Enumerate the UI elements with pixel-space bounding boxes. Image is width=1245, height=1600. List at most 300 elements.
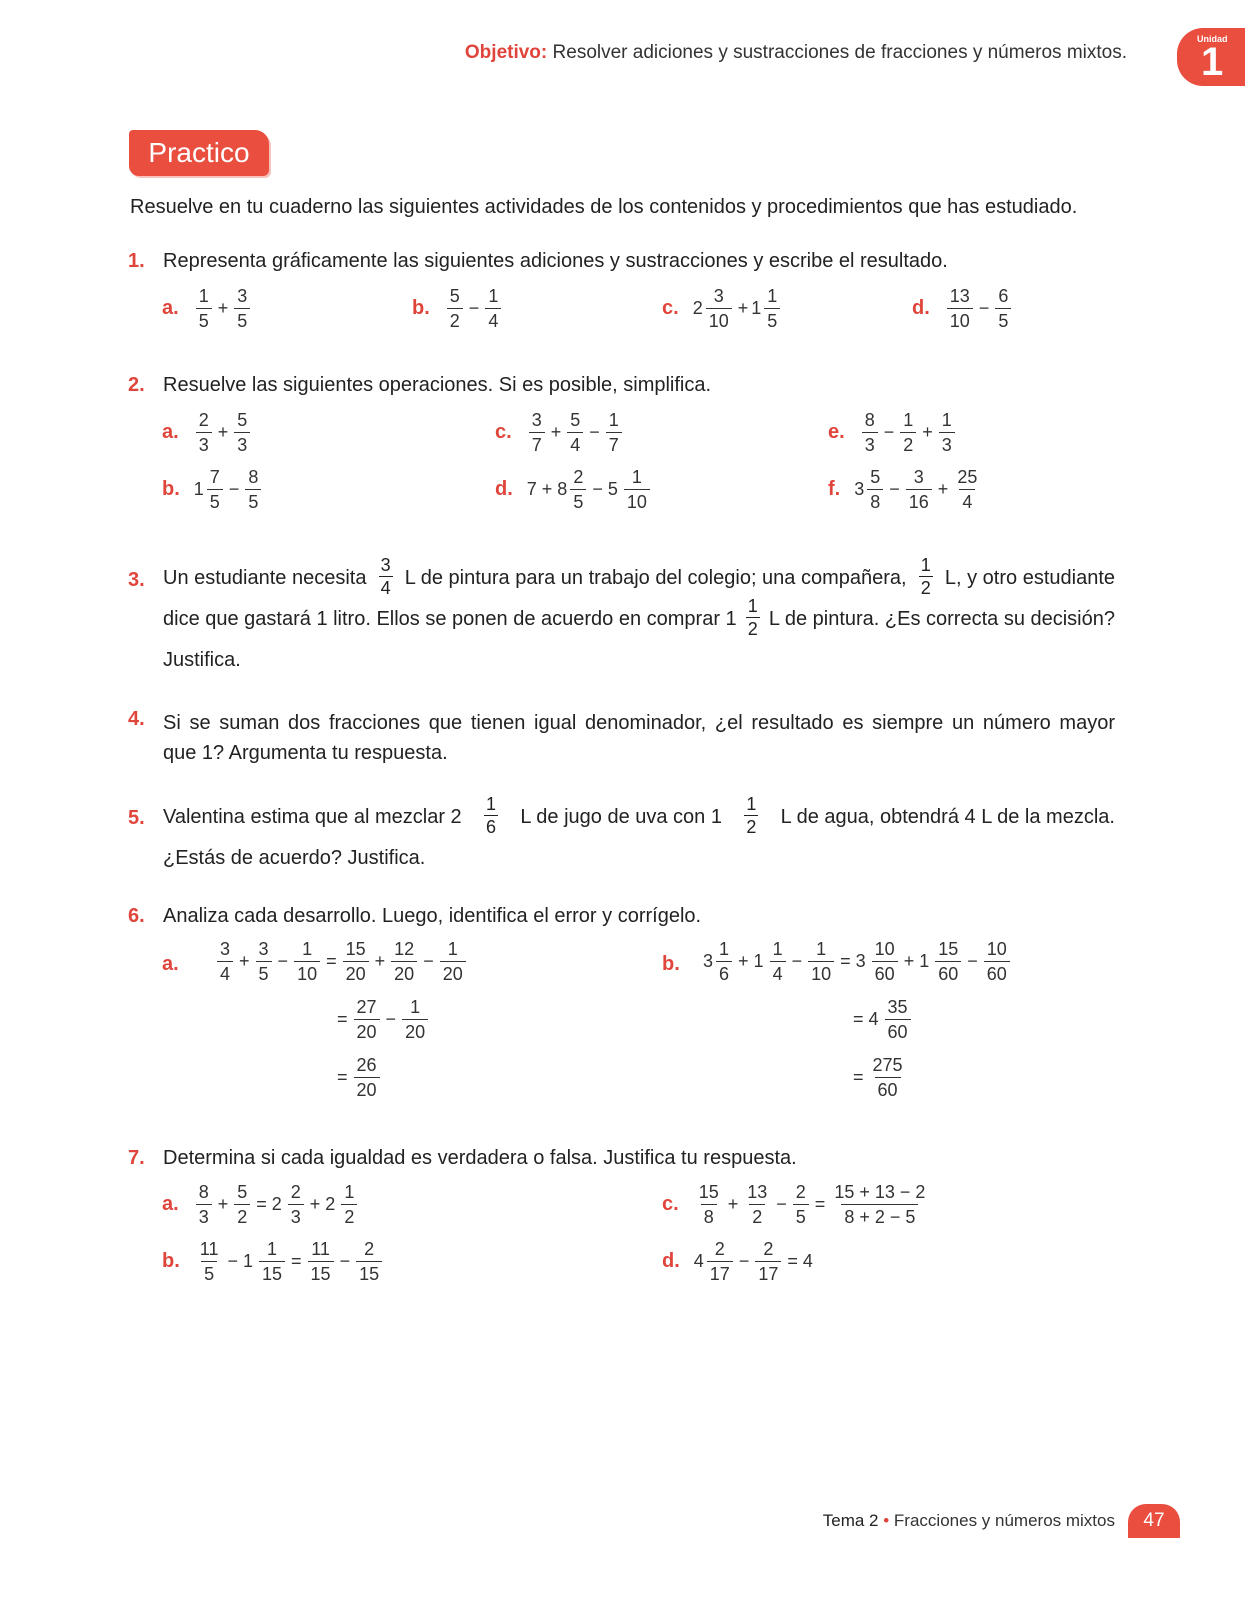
fraction: [624, 468, 650, 511]
fraction: [341, 1183, 357, 1226]
denominator: 2: [746, 817, 757, 837]
footer-subtitle: Fracciones y números mixtos: [893, 1511, 1115, 1530]
denominator: 5: [245, 489, 261, 511]
item-letter: a.: [162, 421, 179, 443]
fraction: [919, 556, 933, 597]
numerator: 1: [486, 794, 497, 814]
operator: +: [550, 422, 562, 442]
numerator: 25: [957, 467, 978, 487]
fraction: [207, 468, 223, 511]
numerator: 2: [763, 1239, 774, 1259]
unit-number: 1: [1201, 40, 1224, 84]
operator: =: [326, 951, 337, 971]
numerator: 8: [864, 410, 875, 430]
denominator: 4: [485, 308, 501, 330]
numerator: 15: [938, 939, 959, 959]
numerator: 1: [267, 1239, 278, 1259]
operator: +: [922, 422, 933, 442]
question-7: [128, 1147, 145, 1170]
fraction: [862, 411, 878, 454]
denominator: 2: [900, 432, 916, 454]
fraction: [716, 940, 732, 983]
numerator: 6: [998, 286, 1009, 306]
text-segment: Justifica.: [163, 649, 241, 671]
operator: =: [814, 1194, 826, 1214]
numerator: 13: [949, 286, 970, 306]
operator: =: [853, 1067, 864, 1087]
numerator: 1: [903, 410, 914, 430]
numerator: 11: [199, 1239, 219, 1259]
operator: +: [937, 479, 949, 499]
question-4: [128, 708, 145, 731]
fraction: [294, 940, 320, 983]
numerator: 1: [608, 410, 619, 430]
operator: −: [967, 951, 978, 971]
operator: −: [738, 1251, 750, 1271]
denominator: 5: [196, 308, 212, 330]
numerator: 2: [795, 1182, 806, 1202]
fraction: [354, 1056, 380, 1099]
fraction: [196, 287, 212, 330]
q6-a-row-1: [214, 940, 469, 983]
numerator: 26: [356, 1055, 377, 1075]
fraction: [343, 940, 369, 983]
numerator: 3: [531, 410, 542, 430]
question-number: 5.: [128, 807, 145, 829]
fraction: [259, 1240, 285, 1283]
item-letter: c.: [662, 297, 679, 319]
q1-item-b: [412, 287, 504, 330]
numerator: 1: [447, 939, 458, 959]
numerator: 5: [570, 410, 581, 430]
q7-item-d: [662, 1240, 816, 1283]
numerator: 27: [356, 997, 377, 1017]
denominator: 10: [294, 961, 320, 983]
q1-item-a: [162, 287, 253, 330]
operator: − 5: [592, 479, 618, 499]
denominator: 3: [196, 432, 212, 454]
numerator: 2: [573, 467, 584, 487]
denominator: 7: [529, 432, 545, 454]
numerator: 7: [209, 467, 220, 487]
denominator: 4: [217, 961, 233, 983]
item-letter: d.: [662, 1250, 680, 1272]
denominator: 4: [770, 961, 786, 983]
whole-number: 1: [751, 298, 762, 318]
denominator: 4: [567, 432, 583, 454]
objective-line: [465, 42, 1127, 64]
objective-label: Objetivo:: [464, 42, 548, 63]
q6-a-row-2: [334, 998, 431, 1041]
denominator: 10: [624, 489, 650, 511]
numerator: 1: [767, 286, 778, 306]
operator: −: [883, 422, 895, 442]
numerator: 12: [394, 939, 415, 959]
question-3: [128, 569, 145, 592]
fraction: [354, 998, 380, 1041]
operator: =: [291, 1251, 302, 1271]
numerator: 1: [198, 286, 209, 306]
fraction: [900, 411, 916, 454]
fraction: [308, 1240, 334, 1283]
q2-item-c: [495, 411, 625, 454]
numerator: 8: [248, 467, 259, 487]
denominator: 10: [947, 308, 973, 330]
operator: −: [277, 951, 289, 971]
text-segment: Valentina estima que al mezclar 2: [163, 806, 462, 828]
fraction: [770, 940, 786, 983]
fraction: [764, 287, 780, 330]
fraction: [256, 940, 272, 983]
operator: + 2: [309, 1194, 336, 1214]
fraction: [529, 411, 545, 454]
question-number: 6.: [128, 905, 145, 927]
operator: +: [217, 1194, 229, 1214]
denominator: 17: [755, 1261, 781, 1283]
denominator: 7: [606, 432, 622, 454]
fraction: [440, 940, 466, 983]
text-segment: L de agua, obtendrá 4 L de la mezcla.: [780, 806, 1115, 828]
numerator: 13: [747, 1182, 768, 1202]
numerator: 1: [302, 939, 313, 959]
operator: −: [978, 298, 990, 318]
fraction: [196, 411, 212, 454]
q2-item-b: [162, 468, 264, 511]
fraction: [755, 1240, 781, 1283]
footer-tema: Tema 2: [822, 1511, 879, 1530]
item-letter: a.: [162, 953, 179, 975]
text-segment: L de jugo de uva con 1: [520, 806, 722, 828]
operator: +: [727, 1194, 739, 1214]
operator: −: [385, 1009, 397, 1029]
numerator: 1: [631, 467, 642, 487]
fraction: [196, 1183, 212, 1226]
fraction: [197, 1240, 222, 1283]
item-letter: d.: [495, 478, 513, 500]
denominator: 2: [341, 1204, 357, 1226]
text-segment: dice que gastará 1 litro. Ellos se ponen de acuerdo en comprar 1: [163, 608, 737, 630]
fraction: [402, 998, 428, 1041]
item-letter: b.: [162, 1250, 180, 1272]
numerator: 1: [747, 596, 758, 616]
numerator: 1: [488, 286, 499, 306]
item-letter: a.: [162, 297, 179, 319]
denominator: 2: [920, 578, 931, 598]
denominator: 3: [939, 432, 955, 454]
numerator: 5: [237, 410, 248, 430]
denominator: 6: [486, 817, 497, 837]
question-number: 1.: [128, 250, 145, 272]
denominator: 2: [234, 1204, 250, 1226]
question-2: [128, 374, 145, 397]
operator: = 2: [256, 1194, 282, 1214]
numerator: 11: [311, 1239, 330, 1259]
item-letter: c.: [495, 421, 512, 443]
numerator: 1: [920, 555, 931, 575]
fraction: [885, 998, 911, 1041]
numerator: 1: [719, 939, 730, 959]
whole-number: 1: [193, 479, 204, 499]
numerator: 5: [449, 286, 460, 306]
numerator: 15: [698, 1182, 719, 1202]
fraction: [831, 1183, 928, 1226]
fraction: [870, 1056, 906, 1099]
operator: +: [217, 298, 229, 318]
item-letter: b.: [412, 297, 430, 319]
operator: +: [374, 951, 386, 971]
denominator: 3: [196, 1204, 212, 1226]
text-segment: Un estudiante necesita: [163, 567, 367, 589]
fraction: [356, 1240, 382, 1283]
denominator: 17: [707, 1261, 733, 1283]
operator: =: [337, 1067, 348, 1087]
fraction: [234, 1183, 250, 1226]
question-text: Determina si cada igualdad es verdadera o falsa. Justifica tu respuesta.: [163, 1147, 797, 1169]
numerator: 3: [713, 286, 724, 306]
denominator: 5: [201, 1261, 217, 1283]
text-segment: L de pintura para un trabajo del colegio; una compañera,: [404, 567, 907, 589]
item-letter: f.: [828, 478, 841, 500]
numerator: 3: [237, 286, 248, 306]
denominator: 5: [256, 961, 272, 983]
question-5-text: [163, 794, 1115, 879]
fraction: [706, 287, 732, 330]
item-letter: e.: [828, 421, 845, 443]
whole-number: 3: [854, 479, 865, 499]
denominator: 3: [234, 432, 250, 454]
operator: + 1: [738, 951, 764, 971]
numerator: 5: [870, 467, 881, 487]
denominator: 60: [984, 961, 1010, 983]
text-segment: L, y otro estudiante: [944, 567, 1115, 589]
q7-item-b: [162, 1240, 385, 1283]
question-6: [128, 905, 145, 928]
numerator: 15: [345, 939, 366, 959]
numerator: 1: [772, 939, 783, 959]
fraction: [447, 287, 463, 330]
fraction: [391, 940, 417, 983]
operator: −: [468, 298, 480, 318]
fraction: [570, 468, 586, 511]
denominator: 5: [234, 308, 250, 330]
numerator: 2: [198, 410, 209, 430]
whole-number: 4: [693, 1251, 704, 1271]
denominator: 60: [935, 961, 961, 983]
denominator: 2: [447, 308, 463, 330]
numerator: 3: [913, 467, 924, 487]
numerator: 35: [887, 997, 908, 1017]
fraction: [744, 1183, 770, 1226]
fraction: [947, 287, 973, 330]
q7-item-a: [162, 1183, 360, 1226]
numerator: 15 + 13 − 2: [834, 1182, 926, 1202]
denominator: 6: [716, 961, 732, 983]
numerator: 2: [290, 1182, 301, 1202]
objective-text: Resolver adiciones y sustracciones de fracciones y números mixtos.: [552, 42, 1127, 63]
numerator: 5: [237, 1182, 248, 1202]
operator: −: [339, 1251, 351, 1271]
numerator: 1: [344, 1182, 355, 1202]
fraction: [234, 287, 250, 330]
operator: + 1: [903, 951, 930, 971]
fraction: [234, 411, 250, 454]
denominator: 8: [867, 489, 883, 511]
fraction: [906, 468, 932, 511]
q6-b-row-2: [850, 998, 914, 1041]
item-letter: b.: [662, 953, 680, 975]
instruction-text: Resuelve en tu cuaderno las siguientes actividades de los contenidos y procedimientos que has estudiado.: [130, 196, 1078, 218]
denominator: 5: [570, 489, 586, 511]
denominator: 60: [885, 1019, 911, 1041]
operator: −: [791, 951, 803, 971]
operator: = 4: [853, 1009, 879, 1029]
numerator: 1: [746, 794, 757, 814]
fraction: [217, 940, 233, 983]
fraction: [567, 411, 583, 454]
denominator: 10: [706, 308, 732, 330]
denominator: 16: [906, 489, 932, 511]
operator: −: [423, 951, 434, 971]
item-letter: c.: [662, 1193, 679, 1215]
operator: +: [737, 298, 749, 318]
denominator: 5: [995, 308, 1011, 330]
denominator: 2: [747, 619, 758, 639]
q6-b-row-1: [703, 940, 1013, 983]
numerator: 2: [364, 1239, 375, 1259]
q6-b-row-3: [850, 1056, 909, 1099]
footer-bullet: •: [883, 1511, 890, 1530]
q2-item-d: [495, 468, 653, 511]
question-number: 3.: [128, 569, 145, 591]
q2-item-e: [828, 411, 958, 454]
fraction: [939, 411, 955, 454]
numerator: 3: [380, 555, 391, 575]
fraction: [696, 1183, 722, 1226]
fraction: [995, 287, 1011, 330]
fraction: [379, 556, 393, 597]
fraction: [484, 795, 498, 836]
fraction: [935, 940, 961, 983]
denominator: 5: [793, 1204, 809, 1226]
operator: −: [776, 1194, 787, 1214]
operator: −: [589, 422, 600, 442]
item-letter: d.: [912, 297, 930, 319]
fraction: [707, 1240, 733, 1283]
denominator: 20: [343, 961, 369, 983]
denominator: 60: [872, 961, 898, 983]
denominator: 5: [764, 308, 780, 330]
fraction: [245, 468, 261, 511]
text-segment: ¿Estás de acuerdo? Justifica.: [163, 847, 426, 869]
text-line: que 1? Argumenta tu respuesta.: [163, 742, 448, 764]
fraction: [485, 287, 501, 330]
denominator: 15: [308, 1261, 334, 1283]
question-4-text: [163, 708, 1115, 768]
question-3-text: [163, 555, 1115, 681]
operator: = 3: [840, 951, 866, 971]
fraction: [872, 940, 898, 983]
unit-tab: [1177, 28, 1245, 86]
fraction: [606, 411, 622, 454]
q1-item-c: [662, 287, 783, 330]
operator: +: [239, 951, 250, 971]
operator: − 1: [227, 1251, 253, 1271]
operator: −: [889, 479, 900, 499]
denominator: 4: [959, 489, 975, 511]
denominator: 15: [259, 1261, 285, 1283]
denominator: 3: [288, 1204, 304, 1226]
fraction: [288, 1183, 304, 1226]
numerator: 1: [816, 939, 827, 959]
fraction: [867, 468, 883, 511]
fraction: [808, 940, 834, 983]
denominator: 15: [356, 1261, 382, 1283]
q6-a-row-3: [334, 1056, 383, 1099]
denominator: 3: [862, 432, 878, 454]
operator: +: [217, 422, 229, 442]
numerator: 1: [410, 997, 421, 1017]
numerator: 10: [874, 939, 895, 959]
question-text: Analiza cada desarrollo. Luego, identifica el error y corrígelo.: [163, 905, 702, 927]
numerator: 275: [872, 1055, 903, 1075]
denominator: 60: [875, 1077, 901, 1099]
item-letter: b.: [162, 478, 180, 500]
text-line: Si se suman dos fracciones que tienen igual denominador, ¿el resultado es siempre un número mayor: [163, 712, 1115, 734]
denominator: 20: [402, 1019, 428, 1041]
text-segment: L de pintura. ¿Es correcta su decisión?: [768, 608, 1115, 630]
question-number: 2.: [128, 374, 145, 396]
q2-item-a: [162, 411, 253, 454]
denominator: 8: [701, 1204, 717, 1226]
numerator: 1: [941, 410, 952, 430]
fraction: [954, 468, 980, 511]
numerator: 8: [198, 1182, 209, 1202]
operator: −: [228, 479, 240, 499]
fraction: [984, 940, 1010, 983]
page-number: 47: [1128, 1504, 1180, 1538]
question-number: 7.: [128, 1147, 145, 1169]
unit-label: Unidad: [1197, 34, 1228, 44]
footer-text: [823, 1511, 1115, 1531]
q2-item-f: [828, 468, 983, 511]
item-letter: a.: [162, 1193, 179, 1215]
whole-number: 2: [692, 298, 703, 318]
denominator: 4: [380, 578, 391, 598]
denominator: 20: [391, 961, 417, 983]
question-text: Resuelve las siguientes operaciones. Si es posible, simplifica.: [163, 374, 712, 396]
denominator: 20: [440, 961, 466, 983]
operator: =: [337, 1009, 348, 1029]
question-5: [128, 807, 145, 830]
section-title: Practico: [129, 130, 269, 176]
fraction: [746, 597, 760, 638]
whole-number: 3: [703, 951, 714, 971]
q7-item-c: [662, 1183, 931, 1226]
denominator: 20: [354, 1019, 380, 1041]
numerator: 3: [220, 939, 231, 959]
question-1: [128, 250, 145, 273]
question-text: Representa gráficamente las siguientes adiciones y sustracciones y escribe el resultado.: [163, 250, 948, 272]
denominator: 8 + 2 − 5: [841, 1204, 918, 1226]
operator: = 4: [787, 1251, 813, 1271]
fraction: [793, 1183, 809, 1226]
numerator: 10: [986, 939, 1007, 959]
denominator: 20: [354, 1077, 380, 1099]
denominator: 5: [207, 489, 223, 511]
denominator: 2: [749, 1204, 765, 1226]
numerator: 3: [258, 939, 269, 959]
denominator: 10: [808, 961, 834, 983]
